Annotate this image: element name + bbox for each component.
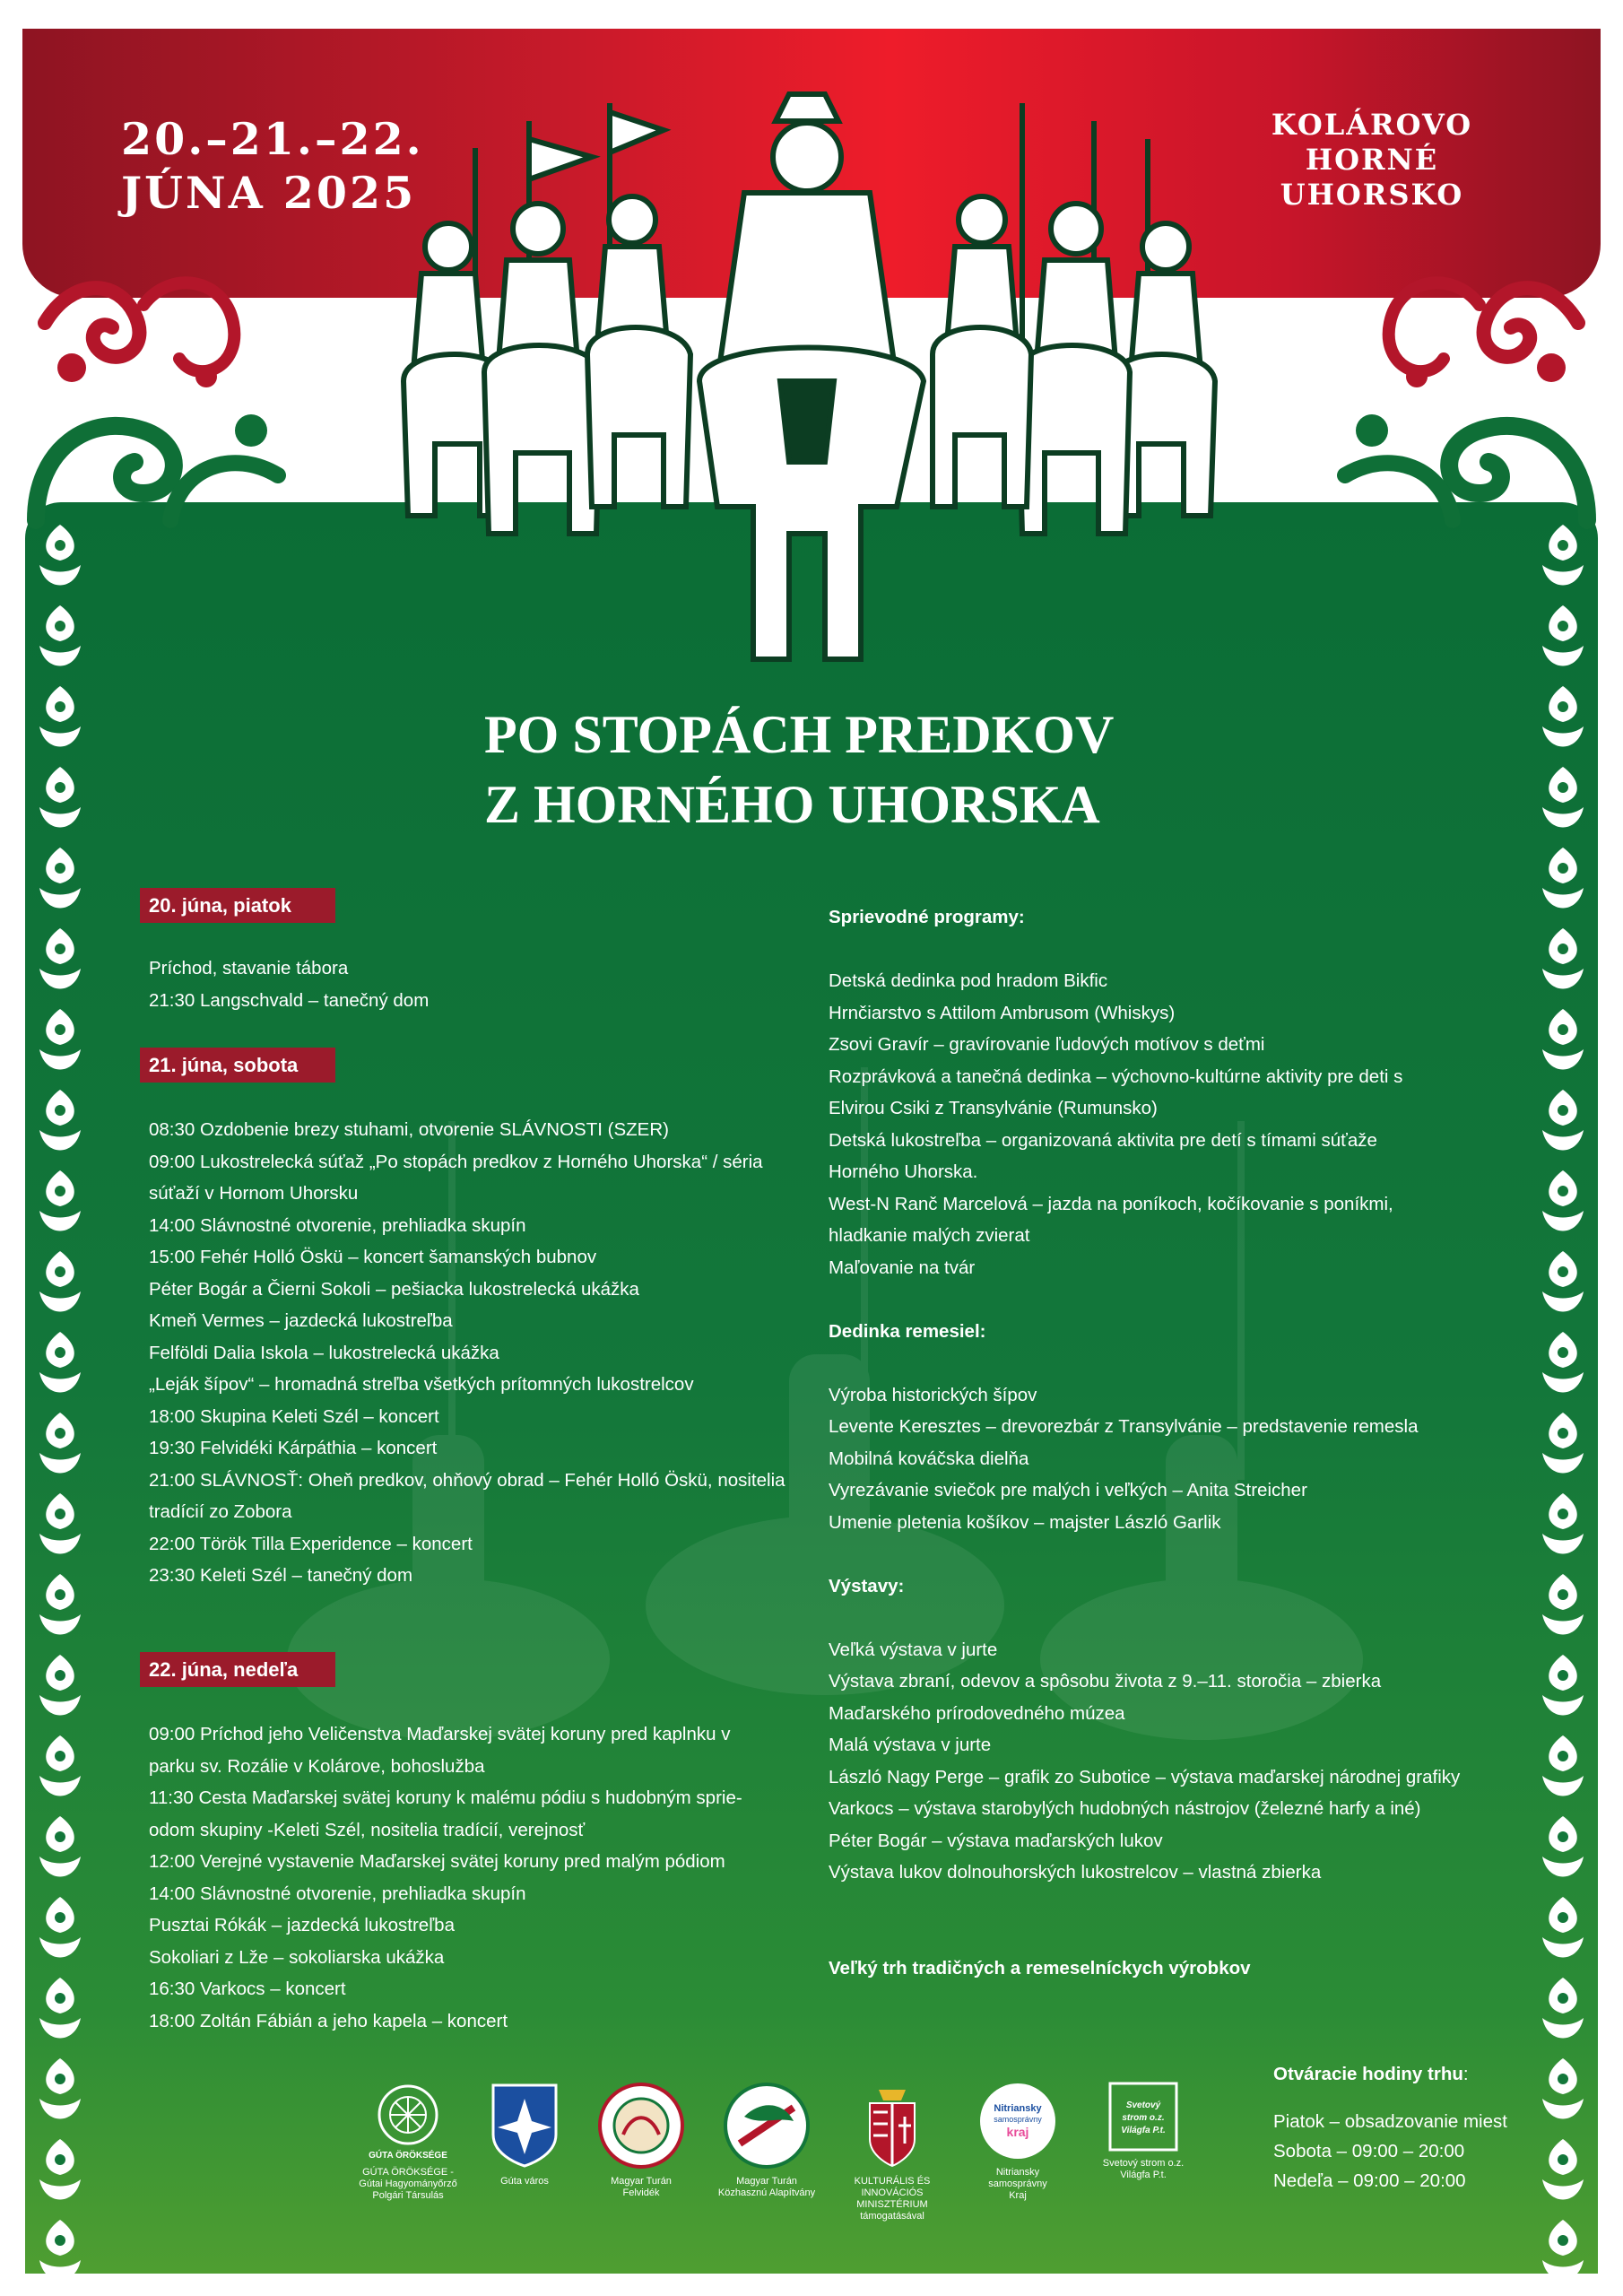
title-line-2: Z HORNÉHO UHORSKA bbox=[484, 775, 1100, 834]
section-heading: Dedinka remesiel: bbox=[829, 1320, 986, 1342]
hours-heading-colon: : bbox=[1462, 2064, 1469, 2084]
logo-mark: Világfa P.t. bbox=[1121, 2126, 1166, 2135]
logo-caption: samosprávny bbox=[988, 2179, 1047, 2189]
schedule-item: Felföldi Dalia Iskola – lukostrelecká ukážka bbox=[149, 1342, 499, 1363]
hours-heading: Otváracie hodiny trhu bbox=[1273, 2064, 1463, 2084]
logo-mark: Nitriansky bbox=[994, 2103, 1042, 2114]
day-badge-saturday: 21. júna, sobota bbox=[140, 1048, 335, 1083]
schedule-item: tradícií zo Zobora bbox=[149, 1501, 292, 1522]
program-item: West-N Ranč Marcelová – jazda na poníkoch, kočíkovanie s poníkmi, bbox=[829, 1193, 1393, 1214]
program-item: Detská lukostreľba – organizovaná aktivita pre detí s tímami súťaže bbox=[829, 1129, 1377, 1151]
logo-caption: Közhasznú Alapítvány bbox=[717, 2187, 816, 2198]
schedule-friday bbox=[149, 952, 794, 1016]
program-item: Péter Bogár – výstava maďarských lukov bbox=[829, 1830, 1163, 1851]
logo-caption: támogatásával bbox=[860, 2211, 924, 2222]
program-item: Elvirou Csiki z Transylvánie (Rumunsko) bbox=[829, 1098, 1158, 1118]
sponsor-logo bbox=[341, 2081, 475, 2202]
schedule-item: 08:30 Ozdobenie brezy stuhami, otvorenie SLÁVNOSTI (SZER) bbox=[149, 1119, 669, 1140]
left-border-ornament-icon bbox=[32, 520, 88, 2278]
program-item: Levente Keresztes – drevorezbár z Transylvánie – predstavenie remesla bbox=[829, 1416, 1419, 1437]
program-item: Výstava lukov dolnouhorských lukostrelcov – vlastná zbierka bbox=[829, 1862, 1322, 1883]
date-line-1: 20.–21.–22. bbox=[121, 113, 424, 165]
magyar-turan-foundation-logo bbox=[722, 2081, 812, 2170]
program-item: Rozprávková a tanečná dedinka – výchovno-kultúrne aktivity pre deti s bbox=[829, 1065, 1403, 1087]
market-hours bbox=[1273, 2059, 1507, 2196]
schedule-item: 15:00 Fehér Holló Öskü – koncert šamanských bubnov bbox=[149, 1247, 597, 1267]
right-border-ornament-icon bbox=[1535, 520, 1591, 2278]
sponsor-logos bbox=[341, 2081, 1219, 2224]
schedule-item: Kmeň Vermes – jazdecká lukostreľba bbox=[149, 1310, 453, 1331]
schedule-item: 14:00 Slávnostné otvorenie, prehliadka skupín bbox=[149, 1883, 526, 1904]
schedule-item: Sokoliari z Lže – sokoliarska ukážka bbox=[149, 1946, 445, 1968]
program-item: László Nagy Perge – grafik zo Subotice – výstava maďarskej národnej grafiky bbox=[829, 1766, 1461, 1787]
program-item: Umenie pletenia košíkov – majster László Garlik bbox=[829, 1511, 1221, 1533]
logo-caption: Világfa P.t. bbox=[1120, 2170, 1167, 2180]
logo-caption: KULTURÁLIS ÉS INNOVÁCIÓS bbox=[854, 2176, 931, 2198]
schedule-item: Príchod, stavanie tábora bbox=[149, 958, 349, 978]
schedule-item: 11:30 Cesta Maďarskej svätej koruny k malému pódiu s hudobným sprie- bbox=[149, 1787, 742, 1808]
schedule-item: Péter Bogár a Čierni Sokoli – pešiacka lukostrelecká ukážka bbox=[149, 1278, 639, 1300]
schedule-item: 21:30 Langschvald – tanečný dom bbox=[149, 989, 430, 1011]
place-line-1: KOLÁROVO bbox=[1271, 108, 1473, 142]
schedule-item: 12:00 Verejné vystavenie Maďarskej svätej koruny pred malým pódiom bbox=[149, 1851, 725, 1872]
program-item: hladkanie malých zvierat bbox=[829, 1225, 1030, 1246]
program-item: Výroba historických šípov bbox=[829, 1384, 1037, 1405]
place-line-3: UHORSKO bbox=[1280, 178, 1464, 212]
side-programs bbox=[829, 901, 1510, 1984]
logo-caption: Kraj bbox=[1009, 2190, 1027, 2201]
program-item: Maľovanie na tvár bbox=[829, 1257, 976, 1278]
schedule-item: 16:30 Varkocs – koncert bbox=[149, 1979, 346, 1999]
hours-line: Nedeľa – 09:00 – 20:00 bbox=[1273, 2170, 1466, 2191]
sponsor-logo bbox=[1076, 2081, 1211, 2181]
logo-caption: Gútai Hagyományőrző bbox=[359, 2179, 457, 2189]
schedule-item: 09:00 Príchod jeho Veličenstva Maďarskej svätej koruny pred kaplnku v bbox=[149, 1724, 731, 1744]
program-item: Vyrezávanie sviečok pre malých i veľkých – Anita Streicher bbox=[829, 1480, 1307, 1500]
section-heading: Sprievodné programy: bbox=[829, 907, 1025, 927]
schedule-item: 18:00 Zoltán Fábián a jeho kapela – koncert bbox=[149, 2010, 508, 2031]
nitriansky-kraj-logo bbox=[977, 2081, 1058, 2161]
logo-mark: Svetový bbox=[1125, 2100, 1161, 2110]
schedule-item: parku sv. Rozálie v Kolárove, bohoslužba bbox=[149, 1755, 485, 1777]
logo-caption: Nitriansky bbox=[995, 2167, 1040, 2178]
program-item: Veľká výstava v jurte bbox=[829, 1639, 998, 1660]
schedule-item: 21:00 SLÁVNOSŤ: Oheň predkov, ohňový obrad – Fehér Holló Öskü, nositelia bbox=[149, 1469, 785, 1491]
green-ornament-left-icon bbox=[27, 395, 296, 529]
green-ornament-right-icon bbox=[1327, 395, 1596, 529]
program-item: Detská dedinka pod hradom Bikfic bbox=[829, 970, 1108, 991]
program-item: Mobilná kováčska dielňa bbox=[829, 1448, 1029, 1469]
svetovy-strom-logo bbox=[1107, 2081, 1179, 2152]
schedule-item: 14:00 Slávnostné otvorenie, prehliadka skupín bbox=[149, 1214, 526, 1236]
logo-caption: Magyar Turán bbox=[611, 2176, 672, 2187]
schedule-item: Pusztai Rókák – jazdecká lukostreľba bbox=[149, 1915, 455, 1935]
logo-caption: GÚTA ÖRÖKSÉGE - bbox=[362, 2167, 454, 2178]
logo-caption: Svetový strom o.z. bbox=[1102, 2158, 1185, 2169]
hungarian-ministry-crest-icon bbox=[861, 2081, 924, 2170]
logo-mark: strom o.z. bbox=[1122, 2113, 1165, 2123]
guta-city-crest-icon bbox=[489, 2081, 560, 2170]
hours-line: Piatok – obsadzovanie miest bbox=[1273, 2111, 1507, 2132]
logo-mark: kraj bbox=[1006, 2125, 1029, 2139]
red-ornament-right-icon bbox=[1381, 269, 1587, 404]
place-line-2: HORNÉ bbox=[1305, 143, 1439, 177]
logo-caption: Gúta város bbox=[500, 2176, 549, 2187]
event-place bbox=[1255, 108, 1488, 213]
section-heading: Výstavy: bbox=[829, 1575, 905, 1596]
day-badge-sunday: 22. júna, nedeľa bbox=[140, 1652, 335, 1687]
schedule-item: 19:30 Felvidéki Kárpáthia – koncert bbox=[149, 1438, 438, 1458]
sponsor-logo bbox=[825, 2081, 959, 2222]
schedule-saturday bbox=[149, 1114, 794, 1592]
program-item: Hrnčiarstvo s Attilom Ambrusom (Whiskys) bbox=[829, 1002, 1176, 1023]
mounted-warriors-illustration bbox=[395, 85, 1219, 695]
program-item: Horného Uhorska. bbox=[829, 1161, 978, 1182]
sponsor-logo bbox=[574, 2081, 708, 2199]
program-item: Maďarského prírodovedného múzea bbox=[829, 1702, 1125, 1724]
schedule-item: 09:00 Lukostrelecká súťaž „Po stopách predkov z Horného Uhorska“ / séria bbox=[149, 1151, 763, 1172]
program-item: Malá výstava v jurte bbox=[829, 1735, 992, 1755]
red-ornament-left-icon bbox=[36, 269, 242, 404]
sponsor-logo bbox=[950, 2081, 1085, 2202]
program-item: Zsovi Gravír – gravírovanie ľudových motívov s deťmi bbox=[829, 1034, 1265, 1055]
schedule-item: 22:00 Török Tilla Experidence – koncert bbox=[149, 1533, 473, 1554]
logo-caption: MINISZTÉRIUM bbox=[856, 2199, 928, 2210]
sponsor-logo bbox=[699, 2081, 834, 2199]
guta-orokseg-logo bbox=[363, 2081, 453, 2161]
logo-caption: Polgári Társulás bbox=[372, 2190, 444, 2201]
schedule-item: odom skupiny -Keleti Szél, nositelia tradícií, verejnosť bbox=[149, 1819, 586, 1840]
logo-mark: GÚTA ÖRÖKSÉGE bbox=[369, 2151, 447, 2161]
sponsor-logo bbox=[457, 2081, 592, 2187]
event-title bbox=[484, 700, 1114, 839]
hours-line: Sobota – 09:00 – 20:00 bbox=[1273, 2141, 1465, 2161]
logo-mark: samosprávny bbox=[994, 2115, 1042, 2124]
magyar-turan-felvidek-logo bbox=[596, 2081, 686, 2170]
title-line-1: PO STOPÁCH PREDKOV bbox=[484, 705, 1115, 764]
schedule-item: súťaží v Hornom Uhorsku bbox=[149, 1183, 359, 1204]
program-item: Výstava zbraní, odevov a spôsobu života z 9.–11. storočia – zbierka bbox=[829, 1671, 1382, 1692]
logo-caption: Magyar Turán bbox=[736, 2176, 797, 2187]
market-heading: Veľký trh tradičných a remeselníckych výrobkov bbox=[829, 1957, 1251, 1979]
schedule-item: „Leják šípov“ – hromadná streľba všetkých prítomných lukostrelcov bbox=[149, 1374, 694, 1395]
event-dates bbox=[121, 112, 424, 220]
program-item: Varkocs – výstava starobylých hudobných nástrojov (železné harfy a iné) bbox=[829, 1798, 1421, 1819]
schedule-item: 18:00 Skupina Keleti Szél – koncert bbox=[149, 1405, 439, 1427]
schedule-item: 23:30 Keleti Szél – tanečný dom bbox=[149, 1565, 413, 1586]
schedule-sunday bbox=[149, 1718, 794, 2037]
date-line-2: JÚNA 2025 bbox=[121, 167, 417, 219]
logo-caption: Felvidék bbox=[622, 2187, 660, 2198]
day-badge-friday: 20. júna, piatok bbox=[140, 888, 335, 923]
